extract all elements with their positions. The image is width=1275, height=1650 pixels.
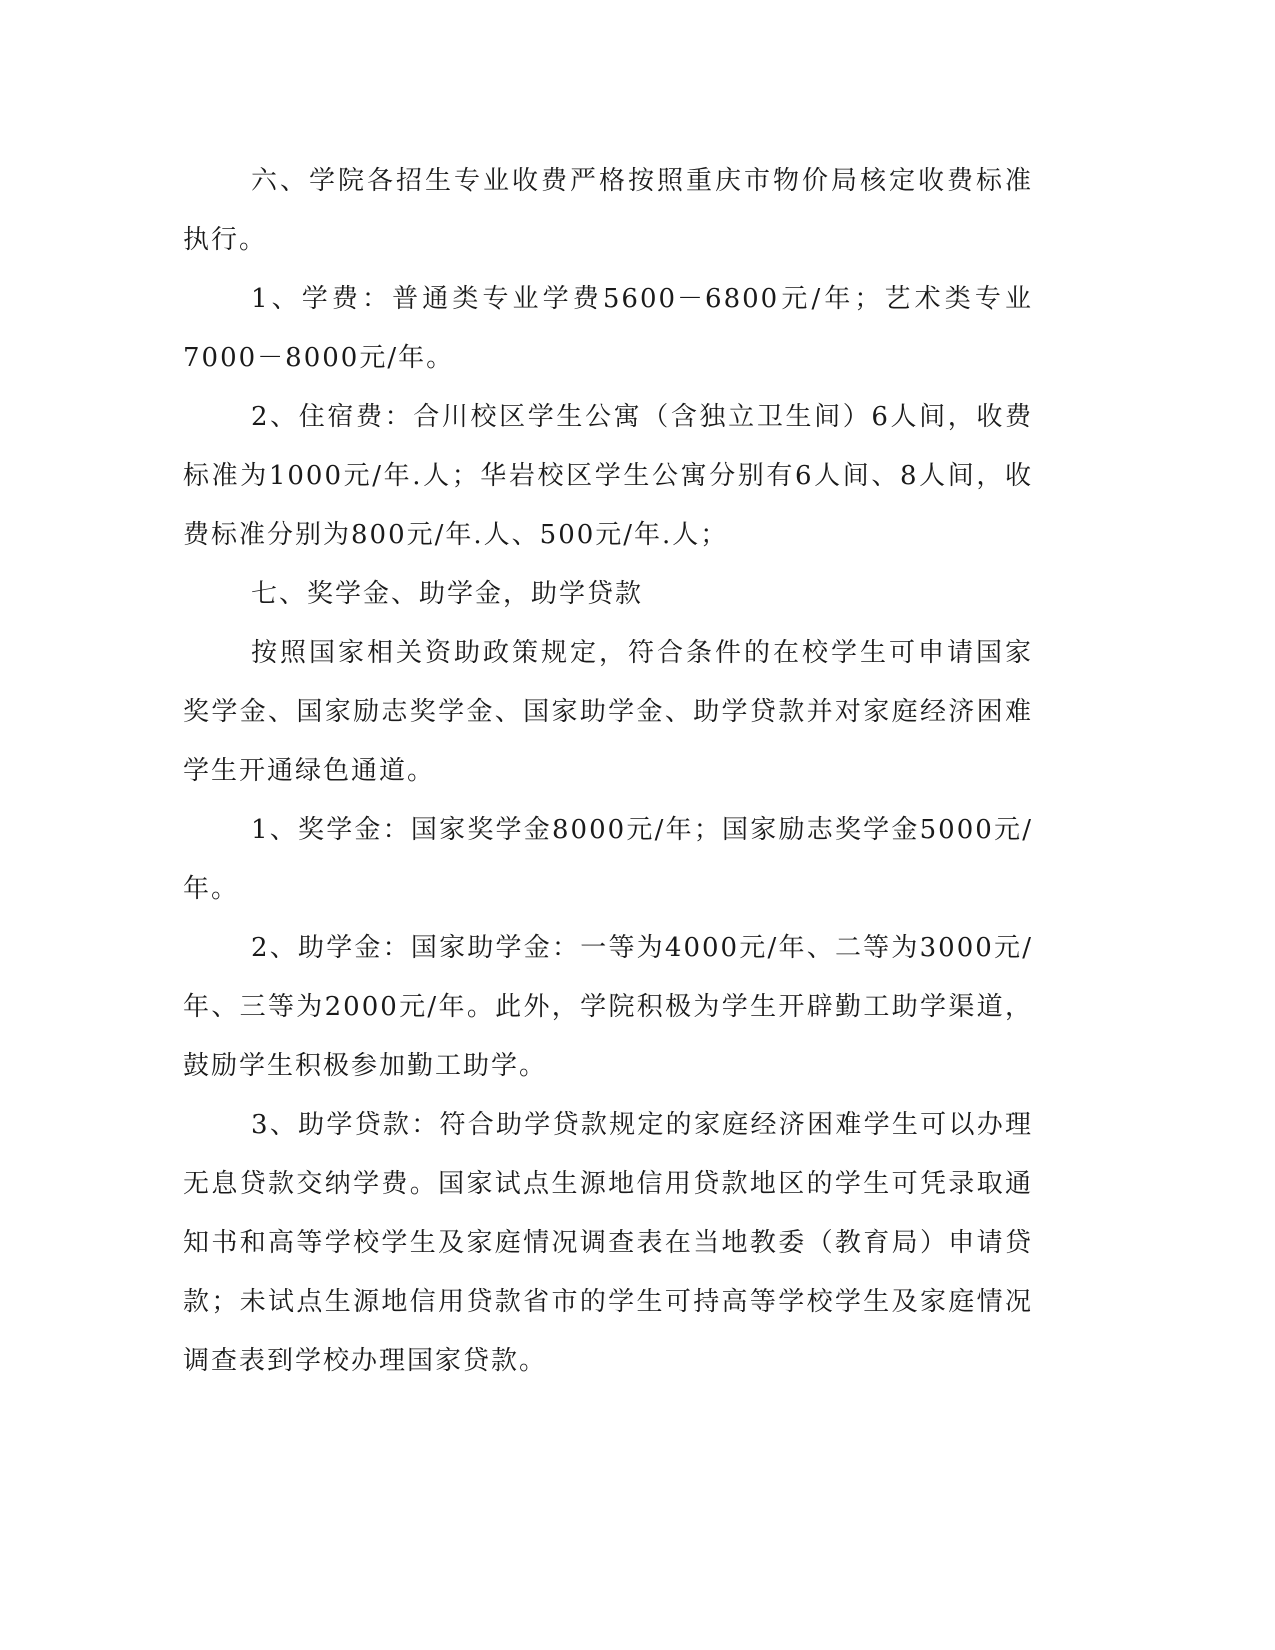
paragraph-scholarship: 1、奖学金：国家奖学金8000元/年；国家励志奖学金5000元/年。 [183,815,1033,904]
paragraph-grant: 2、助学金：国家助学金：一等为4000元/年、二等为3000元/年、三等为2000元/年。此外，学院积极为学生开辟勤工助学渠道，鼓励学生积极参加勤工助学。 [183,933,1033,1081]
paragraph-tuition: 1、学费：普通类专业学费5600－6800元/年；艺术类专业7000－8000元/年。 [183,284,1033,373]
paragraph-aid-policy: 按照国家相关资助政策规定，符合条件的在校学生可申请国家奖学金、国家励志奖学金、国家助学金、助学贷款并对家庭经济困难学生开通绿色通道。 [183,638,1033,786]
paragraph-aid-heading: 七、奖学金、助学金，助学贷款 [251,579,644,609]
document-body [183,152,1033,1391]
paragraph-student-loan: 3、助学贷款：符合助学贷款规定的家庭经济困难学生可以办理无息贷款交纳学费。国家试点生源地信用贷款地区的学生可凭录取通知书和高等学校学生及家庭情况调查表在当地教委（教育局）申请贷款；未试点生源地信用贷款省市的学生可持高等学校学生及家庭情况调查表到学校办理国家贷款。 [183,1110,1033,1376]
paragraph-fees-heading: 六、学院各招生专业收费严格按照重庆市物价局核定收费标准执行。 [183,166,1033,255]
paragraph-accommodation: 2、住宿费：合川校区学生公寓（含独立卫生间）6人间，收费标准为1000元/年.人；华岩校区学生公寓分别有6人间、8人间，收费标准分别为800元/年.人、500元/年.人； [183,402,1033,550]
